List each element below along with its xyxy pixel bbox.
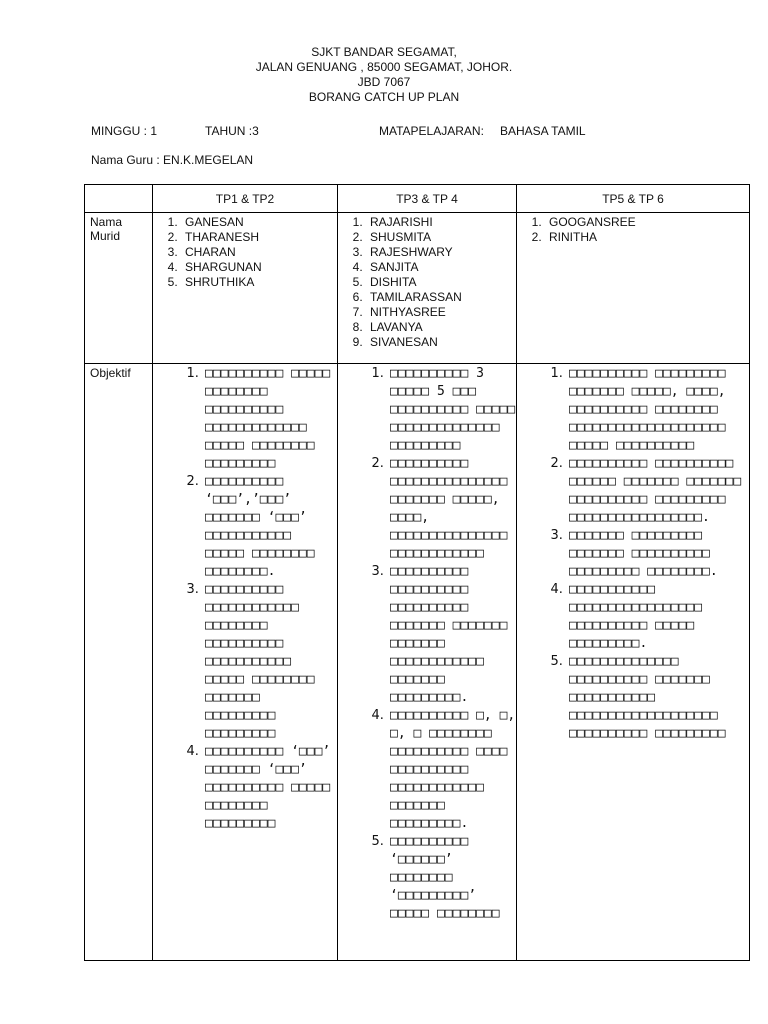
objective-item: 2. □□□□□□□□□□ ‘□□□’,’□□□’ □□□□□□□ ‘□□□’ □□□□□□□□□□□ □□□□□ □□□□□□□□ □□□□□□□□. [203, 473, 337, 581]
students-cell [153, 213, 338, 364]
objective-item: 1. □□□□□□□□□□ □□□□□□□□□ □□□□□□□ □□□□□, □□□□, □□□□□□□□□□ □□□□□□□□ □□□□□□□□□□□□□□□□□□□□ □□□□□ □□□□□□□□□□ [567, 365, 749, 455]
objective-item: 4. □□□□□□□□□□ □, □, □, □ □□□□□□□□ □□□□□□□□□□ □□□□ □□□□□□□□□□ □□□□□□□□□□□□ □□□□□□□ □□□□□□□□□. [388, 707, 516, 833]
student-name: 5. SHRUTHIKA [181, 275, 337, 290]
objective-cell [338, 364, 517, 961]
week-label: MINGGU : 1 [91, 124, 158, 138]
students-cell [517, 213, 750, 364]
column-header: TP1 & TP2 [153, 185, 338, 213]
objective-item: 1. □□□□□□□□□□ 3 □□□□□ 5 □□□ □□□□□□□□□□ □□□□□ □□□□□□□□□□□□□□ □□□□□□□□□ [388, 365, 516, 455]
student-name: 4. SANJITA [366, 260, 516, 275]
teacher-name: Nama Guru : EN.K.MEGELAN [91, 153, 254, 167]
column-header: TP5 & TP 6 [517, 185, 750, 213]
students-cell [338, 213, 517, 364]
student-name: 8. LAVANYA [366, 320, 516, 335]
objective-item: 3. □□□□□□□ □□□□□□□□□ □□□□□□□ □□□□□□□□□□ □□□□□□□□□ □□□□□□□□. [567, 527, 749, 581]
form-title: BORANG CATCH UP PLAN [308, 90, 460, 104]
row-label-students [85, 213, 153, 364]
objective-item: 5. □□□□□□□□□□ ‘□□□□□□’ □□□□□□□□ ‘□□□□□□□□□’ □□□□□ □□□□□□□□ [388, 833, 516, 923]
objective-cell [517, 364, 750, 961]
student-name: 3. CHARAN [181, 245, 337, 260]
student-name: 1. RAJARISHI [366, 215, 516, 230]
row-label-line: Murid [90, 229, 121, 243]
student-name: 1. GANESAN [181, 215, 337, 230]
row-label-objective: Objektif [85, 364, 153, 961]
objective-item: 3. □□□□□□□□□□ □□□□□□□□□□□□ □□□□□□□□ □□□□□□□□□□ □□□□□□□□□□□ □□□□□ □□□□□□□□ □□□□□□□ □□□□□□□□□ □□□□□□□□□ [203, 581, 337, 743]
corner-cell [85, 185, 153, 213]
subject-label: MATAPELAJARAN: [379, 124, 484, 138]
objective-item: 3. □□□□□□□□□□ □□□□□□□□□□ □□□□□□□□□□ □□□□□□□ □□□□□□□ □□□□□□□ □□□□□□□□□□□□ □□□□□□□ □□□□□□□□□. [388, 563, 516, 707]
table-header-row [85, 185, 750, 213]
student-name: 5. DISHITA [366, 275, 516, 290]
row-label-line: Nama [90, 215, 123, 229]
student-name: 9. SIVANESAN [366, 335, 516, 350]
student-name: 1. GOOGANSREE [545, 215, 749, 230]
year-label: TAHUN :3 [205, 124, 259, 138]
objective-item: 1. □□□□□□□□□□ □□□□□ □□□□□□□□ □□□□□□□□□□ □□□□□□□□□□□□□ □□□□□ □□□□□□□□ □□□□□□□□□ [203, 365, 337, 473]
student-name: 6. TAMILARASSAN [366, 290, 516, 305]
objective-item: 4. □□□□□□□□□□ ‘□□□’ □□□□□□□ ‘□□□’ □□□□□□□□□□ □□□□□ □□□□□□□□ □□□□□□□□□ [203, 743, 337, 833]
student-name: 2. RINITHA [545, 230, 749, 245]
catch-up-table [84, 184, 750, 961]
objective-item: 5. □□□□□□□□□□□□□□ □□□□□□□□□□ □□□□□□□ □□□□□□□□□□□ □□□□□□□□□□□□□□□□□□□ □□□□□□□□□□ □□□□□□□□□ [567, 653, 749, 743]
student-name: 2. THARANESH [181, 230, 337, 245]
objective-item: 2. □□□□□□□□□□ □□□□□□□□□□ □□□□□□ □□□□□□□ □□□□□□□ □□□□□□□□□□ □□□□□□□□□ □□□□□□□□□□□□□□□□□. [567, 455, 749, 527]
school-name: SJKT BANDAR SEGAMAT, [311, 45, 457, 59]
subject-value: BAHASA TAMIL [500, 124, 586, 138]
objectives-row [85, 364, 750, 961]
column-header: TP3 & TP 4 [338, 185, 517, 213]
student-name: 3. RAJESHWARY [366, 245, 516, 260]
student-name: 7. NITHYASREE [366, 305, 516, 320]
objective-cell [153, 364, 338, 961]
objective-item: 4. □□□□□□□□□□□ □□□□□□□□□□□□□□□□□ □□□□□□□□□□ □□□□□ □□□□□□□□□. [567, 581, 749, 653]
student-name: 2. SHUSMITA [366, 230, 516, 245]
school-code: JBD 7067 [357, 75, 411, 89]
document-header [0, 45, 768, 105]
school-address: JALAN GENUANG , 85000 SEGAMAT, JOHOR. [255, 60, 513, 74]
students-row [85, 213, 750, 364]
student-name: 4. SHARGUNAN [181, 260, 337, 275]
objective-item: 2. □□□□□□□□□□ □□□□□□□□□□□□□□□ □□□□□□□ □□□□□, □□□□, □□□□□□□□□□□□□□□ □□□□□□□□□□□□ [388, 455, 516, 563]
